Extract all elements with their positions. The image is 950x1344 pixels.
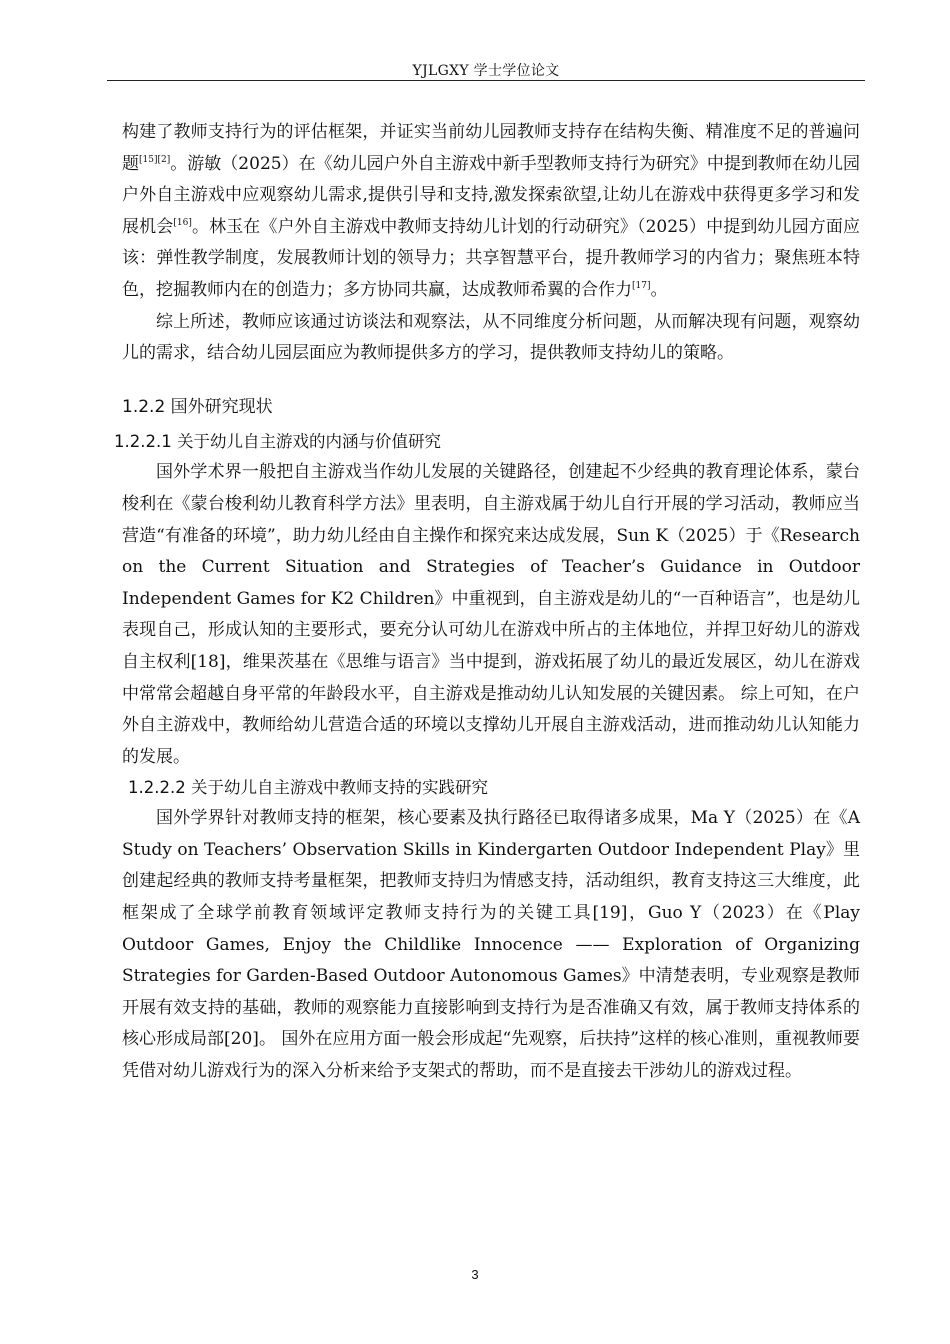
citation-15-2: [15][2] bbox=[139, 154, 171, 165]
page-number: 3 bbox=[471, 1267, 479, 1282]
subsection-heading-1-2-2-1: 1.2.2.1 关于幼儿自主游戏的内涵与价值研究 bbox=[114, 432, 441, 452]
citation-16: [16] bbox=[173, 217, 192, 228]
subsection-heading-1-2-2-2: 1.2.2.2 关于幼儿自主游戏中教师支持的实践研究 bbox=[128, 778, 488, 798]
paragraph-4: 国外学界针对教师支持的框架，核心要素及执行路径已取得诸多成果，Ma Y（2025）在《A Study on Teachers’ Observation Skills in Kindergarten Outdoor Independent Play》里创建起经典的教师支持考量框架，把教师支持归为情感支持，活动组织，教育支持这三大维度，此框架成了全球学前教育领域评定教师支持行为的关键工具[19]，Guo Y（2023）在《Play Outdoor Games, Enjoy the Childlike Innocence —— Exploration of Organizing Strategies for Garden-Based Outdoor Autonomous Games》中清楚表明，专业观察是教师开展有效支持的基础，教师的观察能力直接影响到支持行为是否准确又有效，属于教师支持体系的核心形成局部[20]。 国外在应用方面一般会形成起“先观察，后扶持”这样的核心准则，重视教师要凭借对幼儿游戏行为的深入分析来给予支架式的帮助，而不是直接去干涉幼儿的游戏过程。 bbox=[122, 808, 860, 1082]
paragraph-1-text-b: 。游敏（2025）在《幼儿园户外自主游戏中新手型教师支持行为研究》中提到教师在幼儿园户外自主游戏中应观察幼儿需求,提供引导和支持,激发探索欲望,让幼儿在游戏中获得更多学习和发展机会 bbox=[122, 153, 860, 237]
section-heading-1-2-2: 1.2.2 国外研究现状 bbox=[122, 396, 273, 417]
paragraph-1-text-c: 。林玉在《户外自主游戏中教师支持幼儿计划的行动研究》（2025）中提到幼儿园方面应该：弹性教学制度，发展教师计划的领导力；共享智慧平台，提升教师学习的内省力；聚焦班本特色，挖掘教师内在的创造力；多方协同共赢，达成教师希翼的合作力 bbox=[122, 216, 861, 300]
paragraph-1 bbox=[122, 117, 860, 307]
running-header: YJLGXY 学士学位论文 bbox=[412, 63, 560, 79]
paragraph-1-text-a: 构建了教师支持行为的评估框架，并证实当前幼儿园教师支持存在结构失衡、精准度不足的普遍问题 bbox=[122, 122, 860, 174]
page-body bbox=[114, 117, 861, 1088]
paragraph-3: 国外学术界一般把自主游戏当作幼儿发展的关键路径，创建起不少经典的教育理论体系，蒙台梭利在《蒙台梭利幼儿教育科学方法》里表明，自主游戏属于幼儿自行开展的学习活动，教师应当营造“有准备的环境”，助力幼儿经由自主操作和探究来达成发展，Sun K（2025）于《Research on the Current Situation and Strategies of Teacher’s Guidance in Outdoor Independent Games for K2 Children》中重视到，自主游戏是幼儿的“一百种语言”，也是幼儿表现自己，形成认知的主要形式，要充分认可幼儿在游戏中所占的主体地位，并捍卫好幼儿的游戏自主权利[18]，维果茨基在《思维与语言》当中提到，游戏拓展了幼儿的最近发展区，幼儿在游戏中常常会超越自身平常的年龄段水平，自主游戏是推动幼儿认知发展的关键因素。 综上可知，在户外自主游戏中，教师给幼儿营造合适的环境以支撑幼儿开展自主游戏活动，进而推动幼儿认知能力的发展。 bbox=[122, 462, 860, 767]
paragraph-1-text-d: 。 bbox=[650, 279, 668, 300]
header-rule bbox=[107, 80, 865, 81]
paragraph-2: 综上所述，教师应该通过访谈法和观察法，从不同维度分析问题，从而解决现有问题，观察幼儿的需求，结合幼儿园层面应为教师提供多方的学习，提供教师支持幼儿的策略。 bbox=[122, 311, 860, 364]
citation-17: [17] bbox=[632, 280, 651, 291]
